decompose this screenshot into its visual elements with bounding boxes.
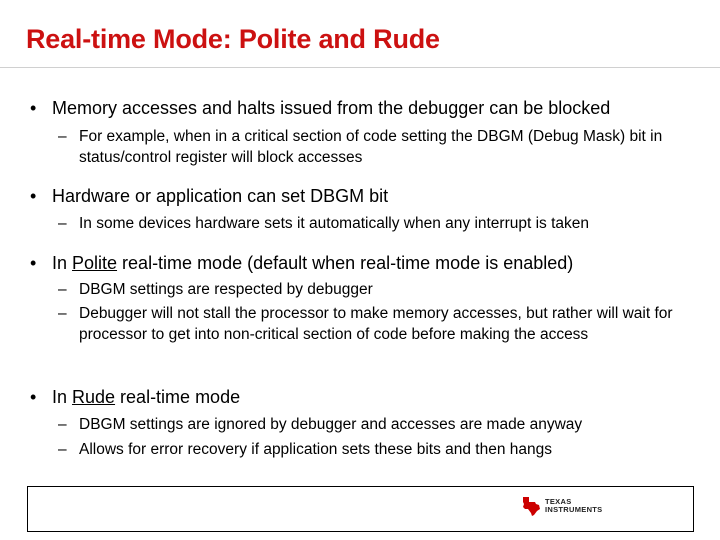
logo-wordmark bbox=[545, 498, 602, 514]
sub-bullet-2-1-text: In some devices hardware sets it automatically when any interrupt is taken bbox=[79, 215, 590, 232]
bullet-3 bbox=[30, 252, 573, 274]
sub-bullet-2-1 bbox=[58, 213, 678, 234]
dash-marker: – bbox=[58, 305, 67, 322]
bullet-1-text: Memory accesses and halts issued from the debugger can be blocked bbox=[52, 98, 611, 118]
ti-logo bbox=[520, 495, 602, 517]
dash-marker: – bbox=[58, 281, 67, 298]
bullet-marker: • bbox=[30, 253, 37, 273]
sub-bullet-4-2-text: Allows for error recovery if application sets these bits and then hangs bbox=[79, 441, 552, 458]
dash-marker: – bbox=[58, 215, 67, 232]
sub-bullet-4-1-text: DBGM settings are ignored by debugger and accesses are made anyway bbox=[79, 416, 583, 433]
logo-line-1: TEXAS bbox=[545, 497, 572, 506]
sub-bullet-4-1 bbox=[58, 414, 678, 435]
bullet-marker: • bbox=[30, 186, 37, 206]
logo-line-2: INSTRUMENTS bbox=[545, 505, 603, 514]
bullet-3-suffix: real-time mode (default when real-time mode is enabled) bbox=[117, 253, 574, 273]
bullet-4-emphasis: Rude bbox=[72, 387, 116, 407]
side-watermark bbox=[700, 420, 712, 480]
slide-title: Real-time Mode: Polite and Rude bbox=[26, 24, 440, 54]
sub-bullet-3-2 bbox=[58, 303, 678, 345]
sub-bullet-3-2-text: Debugger will not stall the processor to make memory accesses, but rather will wait for processor to get into non-critical section of code before making the access bbox=[79, 305, 673, 343]
dash-marker: – bbox=[58, 128, 67, 145]
dash-marker: – bbox=[58, 416, 67, 433]
bullet-2-text: Hardware or application can set DBGM bit bbox=[52, 186, 389, 206]
bullet-4-suffix: real-time mode bbox=[115, 387, 241, 407]
bullet-4 bbox=[30, 386, 240, 408]
footer-bar bbox=[27, 486, 694, 532]
dash-marker: – bbox=[58, 441, 67, 458]
bullet-1 bbox=[30, 97, 610, 119]
sub-bullet-4-2 bbox=[58, 439, 678, 460]
bullet-2 bbox=[30, 185, 388, 207]
sub-bullet-1-1-text: For example, when in a critical section of code setting the DBGM (Debug Mask) bit in status/control register will block accesses bbox=[79, 128, 663, 166]
bullet-marker: • bbox=[30, 387, 37, 407]
bullet-4-prefix: In bbox=[52, 387, 73, 407]
bullet-3-prefix: In bbox=[52, 253, 73, 273]
sub-bullet-3-1 bbox=[58, 279, 678, 300]
bullet-marker: • bbox=[30, 98, 37, 118]
title-divider bbox=[0, 67, 720, 68]
sub-bullet-3-1-text: DBGM settings are respected by debugger bbox=[79, 281, 373, 298]
bullet-3-emphasis: Polite bbox=[72, 253, 118, 273]
texas-state-icon bbox=[520, 495, 542, 517]
sub-bullet-1-1 bbox=[58, 126, 678, 168]
